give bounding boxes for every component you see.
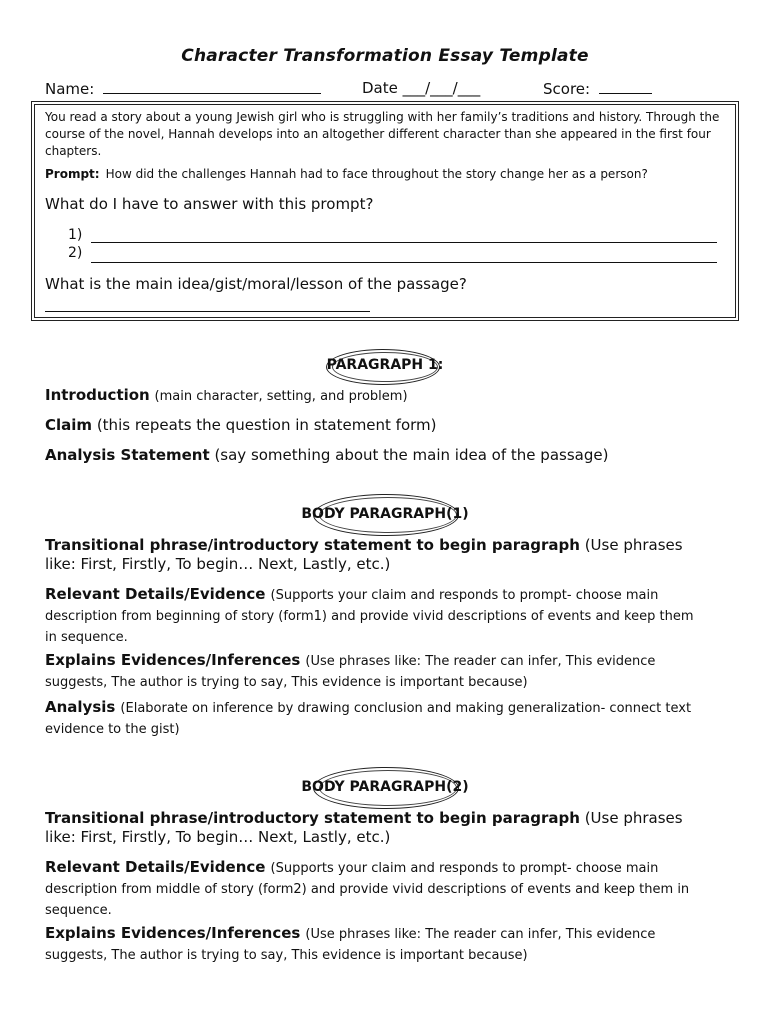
explains-item-1 bbox=[45, 650, 705, 692]
intro-desc: (main character, setting, and problem) bbox=[154, 389, 408, 404]
transitional-title: Transitional phrase/introductory statement to begin paragraph bbox=[45, 809, 580, 827]
transitional-desc: (Use phrases like: First, Firstly, To begin… Next, Lastly, etc.) bbox=[45, 536, 683, 573]
page-title: Character Transformation Essay Template bbox=[181, 46, 589, 66]
date-field[interactable] bbox=[362, 79, 480, 97]
analysis-item-1 bbox=[45, 697, 705, 739]
answer-1-line[interactable] bbox=[91, 242, 717, 243]
explains-title: Explains Evidences/Inferences bbox=[45, 924, 301, 942]
claim-title: Claim bbox=[45, 416, 93, 434]
transitional-desc: (Use phrases like: First, Firstly, To begin… Next, Lastly, etc.) bbox=[45, 809, 683, 846]
details-title: Relevant Details/Evidence bbox=[45, 585, 266, 603]
main-idea-answer-line[interactable] bbox=[45, 311, 370, 312]
explains-title: Explains Evidences/Inferences bbox=[45, 651, 301, 669]
details-desc: (Supports your claim and responds to prompt- choose main description from middle of story (form2) and provide vivid descriptions of events and keep them in sequence. bbox=[45, 861, 690, 918]
explains-item-2 bbox=[45, 923, 705, 965]
answer-2-number: 2) bbox=[68, 245, 83, 261]
transitional-item-1 bbox=[45, 536, 705, 574]
name-label: Name: bbox=[45, 80, 95, 98]
details-title: Relevant Details/Evidence bbox=[45, 858, 266, 876]
analysis-statement-title: Analysis Statement bbox=[45, 446, 210, 464]
body-paragraph-2-heading: BODY PARAGRAPH(2) bbox=[301, 779, 469, 795]
analysis-statement-item bbox=[45, 446, 705, 465]
explains-desc: (Use phrases like: The reader can infer, This evidence suggests, The author is trying to say, This evidence is important because) bbox=[45, 654, 656, 690]
prompt-label: Prompt: bbox=[45, 167, 100, 181]
story-intro-text: You read a story about a young Jewish girl who is struggling with her family’s traditions and history. Through the course of the novel, Hannah develops into an altogether different character than she appeared in the first four chapters. bbox=[45, 110, 720, 158]
date-label: Date ___/___/___ bbox=[362, 79, 481, 97]
answer-2-line[interactable] bbox=[91, 262, 717, 263]
paragraph-1-heading: PARAGRAPH 1: bbox=[326, 357, 444, 373]
details-desc: (Supports your claim and responds to prompt- choose main description from beginning of story (form1) and provide vivid descriptions of events and keep them in sequence. bbox=[45, 588, 694, 645]
body-paragraph-1-heading: BODY PARAGRAPH(1) bbox=[301, 506, 469, 522]
score-field[interactable] bbox=[543, 79, 652, 98]
prompt-line bbox=[45, 167, 648, 181]
claim-item bbox=[45, 416, 705, 435]
transitional-item-2 bbox=[45, 809, 705, 847]
analysis-title: Analysis bbox=[45, 698, 116, 716]
transitional-title: Transitional phrase/introductory statement to begin paragraph bbox=[45, 536, 580, 554]
analysis-statement-desc: (say something about the main idea of the passage) bbox=[214, 446, 609, 464]
question-answer-prompt: What do I have to answer with this prompt? bbox=[45, 195, 374, 213]
details-item-1 bbox=[45, 584, 705, 647]
explains-desc: (Use phrases like: The reader can infer, This evidence suggests, The author is trying to say, This evidence is important because) bbox=[45, 927, 656, 963]
prompt-text: How did the challenges Hannah had to face throughout the story change her as a person? bbox=[105, 167, 648, 181]
details-item-2 bbox=[45, 857, 705, 920]
claim-desc: (this repeats the question in statement form) bbox=[96, 416, 437, 434]
name-blank-line bbox=[103, 79, 321, 94]
answer-1-number: 1) bbox=[68, 227, 83, 243]
name-field[interactable] bbox=[45, 79, 321, 98]
analysis-desc: (Elaborate on inference by drawing conclusion and making generalization- connect text evidence to the gist) bbox=[45, 701, 692, 737]
intro-title: Introduction bbox=[45, 386, 150, 404]
score-blank-line bbox=[599, 79, 652, 94]
score-label: Score: bbox=[543, 80, 591, 98]
question-main-idea: What is the main idea/gist/moral/lesson of the passage? bbox=[45, 275, 467, 293]
intro-item bbox=[45, 386, 705, 406]
